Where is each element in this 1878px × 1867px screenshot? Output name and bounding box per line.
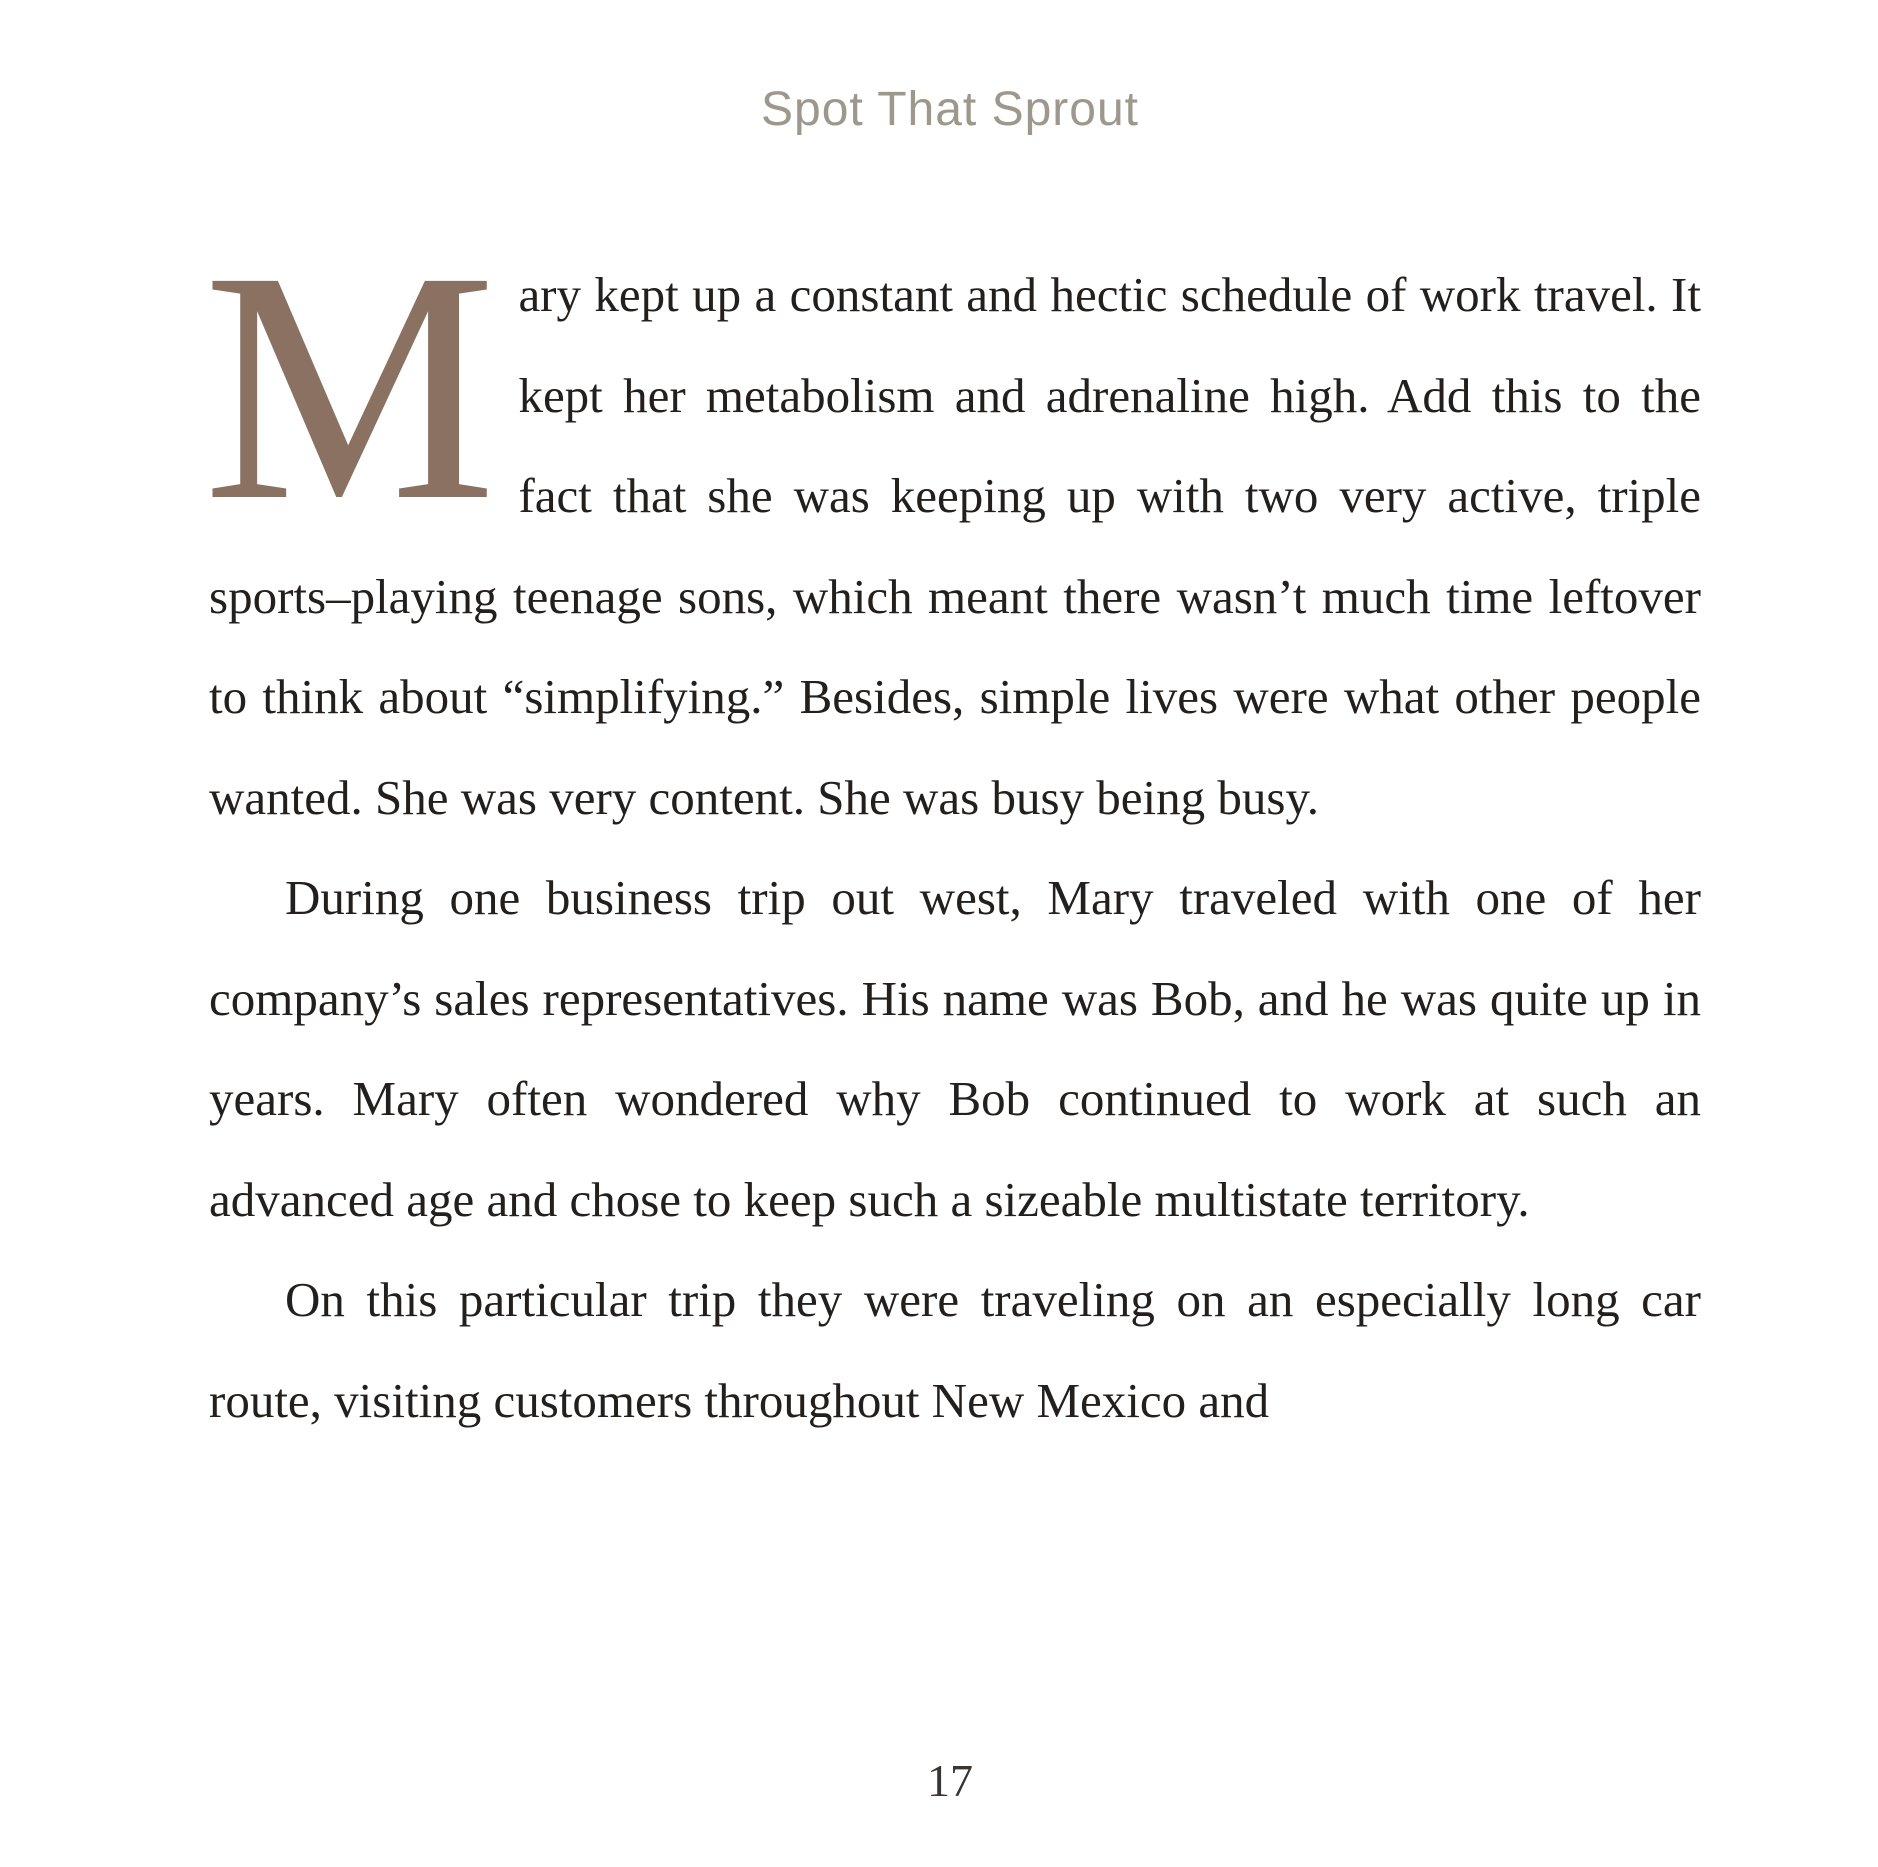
body-text (203, 204, 1701, 1451)
running-head: Spot That Sprout (760, 83, 1139, 136)
paragraph-2: During one business trip out west, Mary traveled with one of her company’s sales representatives. His name was Bob, and he was quite up in years. Mary often wondered why Bob continued to work at such an advanced age and chose to keep such a sizeable multistate territory. (209, 870, 1701, 1227)
page-number: 17 (927, 1755, 973, 1806)
paragraph-3: On this particular trip they were traveling on an especially long car route, visiting customers throughout New Mexico and (209, 1272, 1701, 1428)
paragraph-1-text: ary kept up a constant and hectic schedule of work travel. It kept her metabolism and adrenaline high. Add this to the fact that she was keeping up with two very active, triple sports–playing teenage sons, which meant there wasn’t much time leftover to think about “simplifying.” Besides, simple lives were what other people wanted. She was very content. She was busy being busy. (209, 267, 1701, 825)
paragraph-1 (203, 204, 1701, 848)
drop-cap: M (203, 204, 491, 569)
